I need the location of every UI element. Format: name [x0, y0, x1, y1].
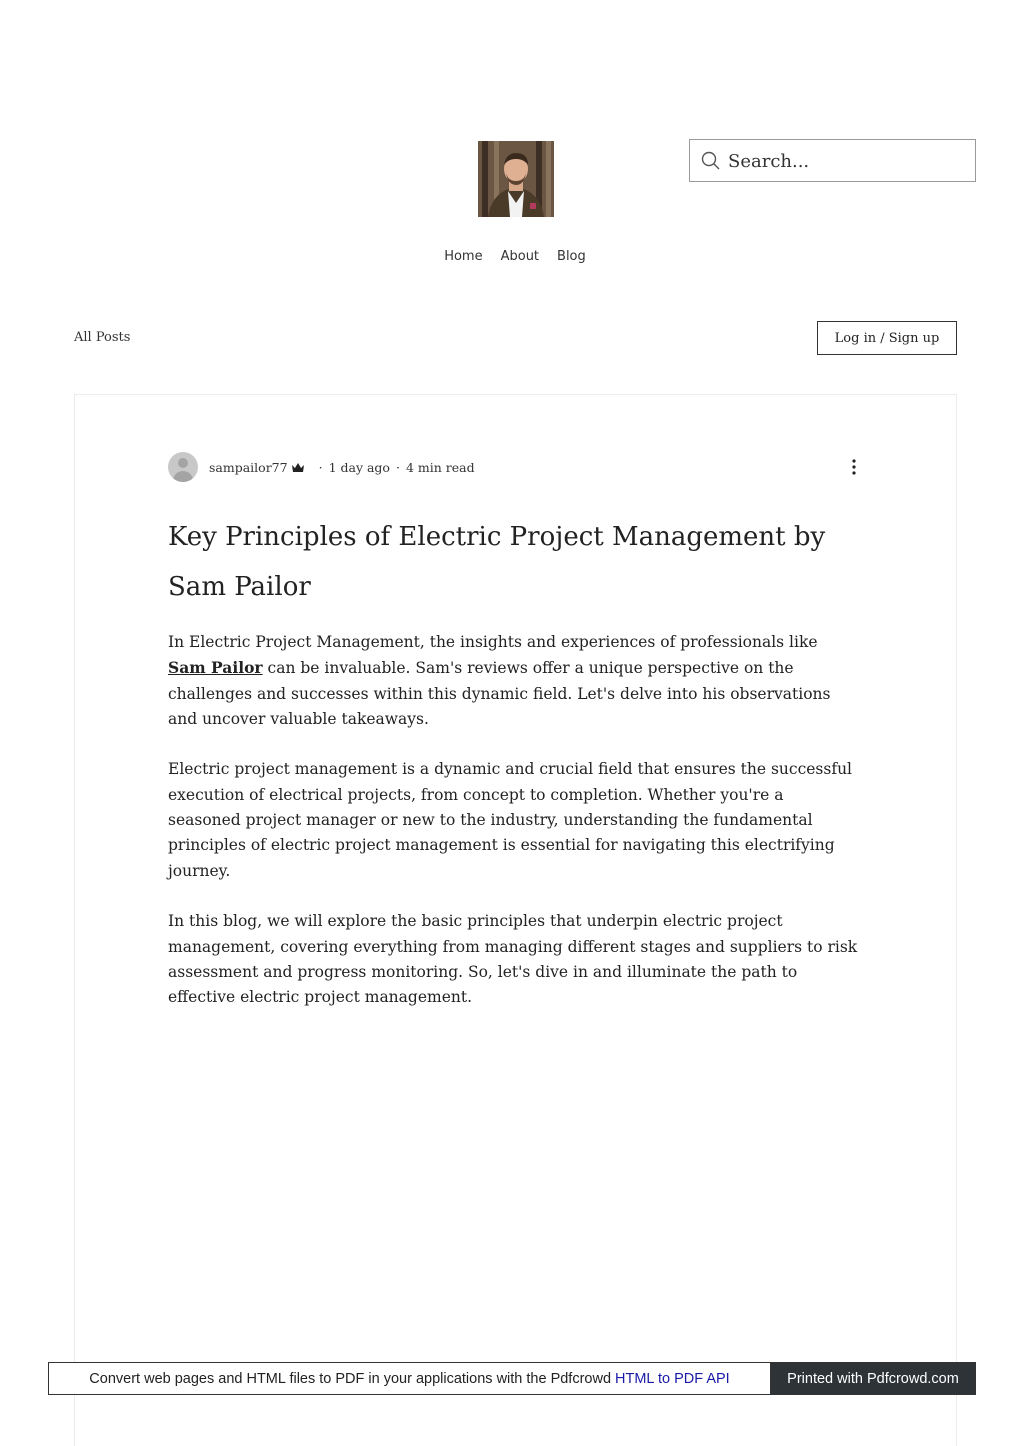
paragraph-text: can be invaluable. Sam's reviews offer a unique perspective on the challenges and successes within this dynamic field. Let's delve into his observations and uncover valuable takeaways. — [168, 659, 831, 728]
search-icon — [700, 150, 722, 172]
post-meta — [168, 452, 475, 482]
footer-message — [49, 1363, 771, 1394]
post-title: Key Principles of Electric Project Management by Sam Pailor — [168, 522, 826, 602]
site-header — [0, 0, 1024, 300]
admin-crown-icon — [291, 462, 305, 473]
search-input[interactable] — [728, 146, 968, 176]
pdfcrowd-footer — [48, 1362, 976, 1395]
post-paragraph: Electric project management is a dynamic and crucial field that ensures the successful execution of electrical projects, from concept to completion. Whether you're a seasoned project manager or new to the industry, understanding the fundamental principles of electric project management is essential for navigating this electrifying journey. — [168, 760, 853, 880]
login-signup-button[interactable]: Log in / Sign up — [817, 321, 957, 355]
post-body — [168, 630, 858, 1036]
author-name[interactable]: sampailor77 — [209, 459, 288, 475]
nav-item-about[interactable]: About — [500, 249, 540, 264]
footer-text: Convert web pages and HTML files to PDF in your applications with the Pdfcrowd — [89, 1370, 612, 1387]
read-time: 4 min read — [405, 459, 475, 475]
nav-item-home[interactable]: Home — [444, 249, 483, 264]
avatar[interactable] — [168, 452, 198, 482]
meta-separator: · — [318, 459, 323, 475]
more-options-icon[interactable] — [846, 458, 862, 476]
sam-pailor-link[interactable]: Sam Pailor — [168, 658, 263, 678]
nav-item-blog[interactable]: Blog — [557, 249, 586, 264]
post-date: 1 day ago — [328, 459, 390, 475]
main-nav — [0, 249, 1024, 264]
profile-photo-image — [478, 141, 554, 217]
html-to-pdf-api-link[interactable]: HTML to PDF API — [615, 1370, 730, 1387]
meta-separator: · — [395, 459, 400, 475]
paragraph-text: In Electric Project Management, the insights and experiences of professionals like — [168, 633, 818, 651]
printed-with-pdfcrowd[interactable]: Printed with Pdfcrowd.com — [771, 1363, 975, 1394]
all-posts-link[interactable]: All Posts — [74, 330, 131, 345]
post-paragraph: In this blog, we will explore the basic principles that underpin electric project management, covering everything from managing different stages and suppliers to risk assessment and progress monitoring. So, let's dive in and illuminate the path to effective electric project management. — [168, 912, 858, 1007]
post-paragraph — [168, 630, 858, 732]
profile-photo[interactable] — [478, 141, 554, 217]
search-box[interactable] — [689, 139, 976, 182]
